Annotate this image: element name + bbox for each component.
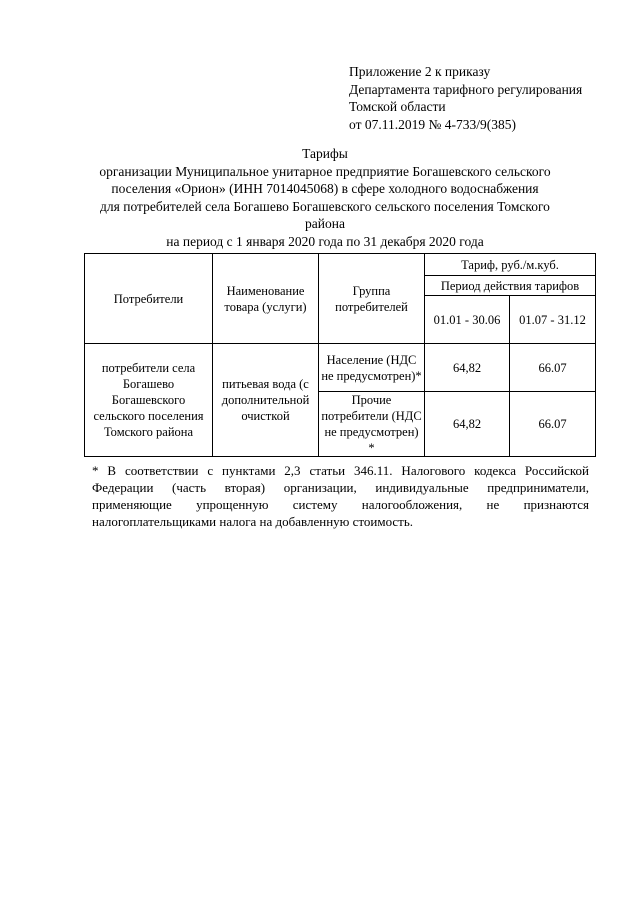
appendix-line: Департамента тарифного регулирования — [349, 81, 583, 97]
appendix-line: Приложение 2 к приказу — [349, 64, 491, 79]
header-product: Наименование товара (услуги) — [213, 254, 319, 344]
title-line: для потребителей села Богашево Богашевского сельского поселения Томского — [100, 198, 550, 214]
title-line: поселения «Орион» (ИНН 7014045068) в сфере холодного водоснабжения — [111, 181, 539, 196]
header-consumers: Потребители — [85, 254, 213, 344]
appendix-block — [349, 63, 619, 133]
header-tariff: Тариф, руб./м.куб. — [425, 254, 596, 276]
table-row — [85, 344, 596, 392]
consumer-cell: потребители села Богашево Богашевского сельского поселения Томского района — [85, 344, 213, 457]
title-line: на период с 1 января 2020 года по 31 декабря 2020 года — [166, 233, 484, 249]
header-period-2: 01.07 - 31.12 — [510, 296, 596, 344]
title-heading: Тарифы — [302, 146, 348, 161]
header-group: Группа потребителей — [319, 254, 425, 344]
product-cell: питьевая вода (с дополнительной очисткой — [213, 344, 319, 457]
title-line: района — [305, 216, 345, 231]
group-cell: Прочие потребители (НДС не предусмотрен) * — [319, 392, 425, 457]
tariff-value-cell: 64,82 — [425, 392, 510, 457]
tariff-value-cell: 64,82 — [425, 344, 510, 392]
title-line: организации Муниципальное унитарное предприятие Богашевского сельского — [99, 163, 551, 179]
appendix-line: Томской области — [349, 99, 446, 114]
header-period-1: 01.01 - 30.06 — [425, 296, 510, 344]
tariff-value-cell: 66.07 — [510, 392, 596, 457]
group-cell: Население (НДС не предусмотрен)* — [319, 344, 425, 392]
appendix-line: от 07.11.2019 № 4-733/9(385) — [349, 116, 516, 132]
document-title — [60, 145, 590, 250]
header-period: Период действия тарифов — [425, 276, 596, 296]
footnote: * В соответствии с пунктами 2,3 статьи 346.11. Налогового кодекса Российской Федерации (часть вторая) организации, индивидуальные предприниматели, применяющие упрощенную систему налогообложения, не признаются налогоплательщиками налога на добавленную стоимость. — [92, 463, 589, 529]
tariff-value-cell: 66.07 — [510, 344, 596, 392]
tariff-table — [84, 253, 596, 457]
